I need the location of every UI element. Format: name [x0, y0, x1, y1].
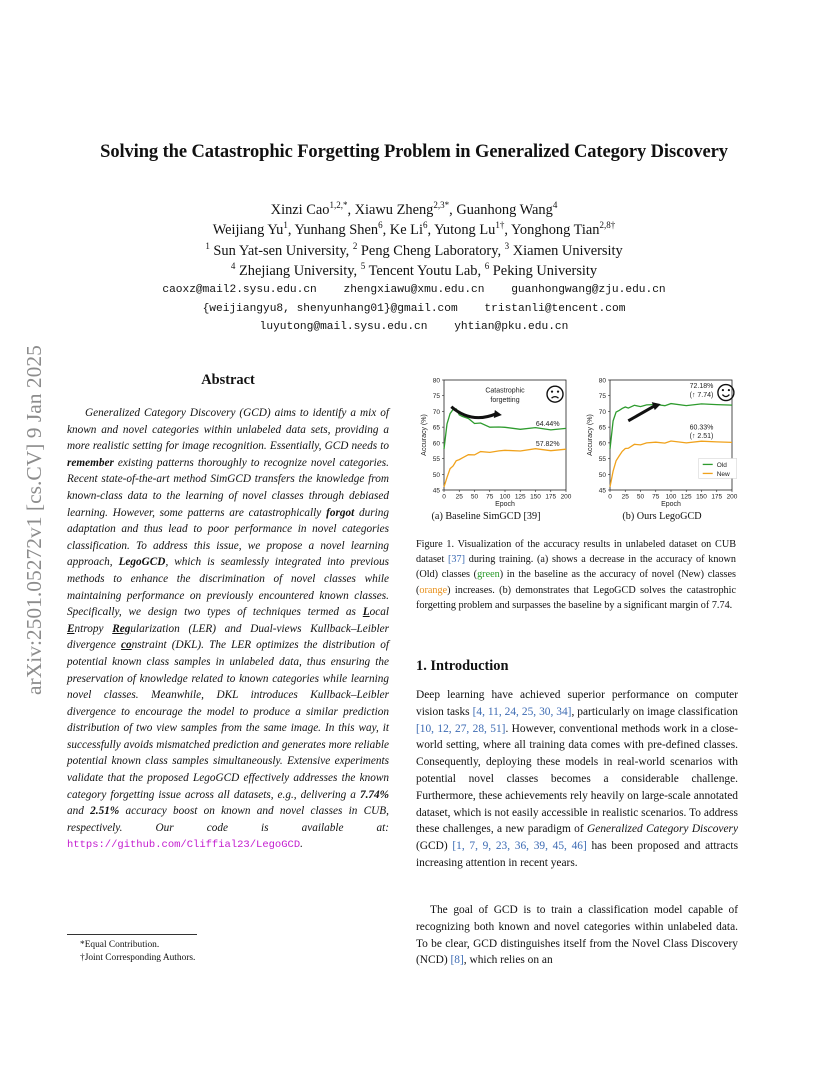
sad-face-eye [551, 391, 553, 393]
x-tick-label: 75 [486, 493, 494, 501]
footnote-rule [67, 934, 197, 935]
author: Yutong Lu [434, 221, 496, 238]
y-tick-label: 80 [432, 377, 440, 385]
author: Xinzi Cao [270, 201, 330, 218]
x-tick-label: 125 [514, 493, 526, 501]
email: caoxz@mail2.sysu.edu.cn [162, 284, 317, 296]
x-tick-label: 175 [545, 493, 557, 501]
x-tick-label: 50 [636, 493, 645, 501]
affiliation: Peng Cheng Laboratory [360, 242, 498, 259]
subcaption-b: (b) Ours LegoGCD [622, 511, 702, 522]
annotation-old-value: 64.44% [535, 420, 560, 428]
x-tick-label: 150 [696, 493, 707, 501]
y-tick-label: 50 [598, 471, 606, 479]
arxiv-stamp-text: arXiv:2501.05272v1 [cs.CV] 9 Jan 2025 [22, 345, 46, 695]
annotation-catastrophic: Catastrophic [485, 387, 525, 395]
figure-caption: Figure 1. Visualization of the accuracy results in unlabeled dataset on CUB dataset [37] during training. (a) shows a decrease in the accuracy of known (Old) classes (green) in the baseline as the accuracy of novel (New) classes (orange) increases. (b) demonstrates that LegoGCD solves the catastrophic forgetting problem and surpasses the baseline by a significant margin of 7.74. [416, 539, 736, 611]
y-tick-label: 45 [598, 487, 606, 495]
author: Guanhong Wang [456, 201, 553, 218]
y-tick-label: 70 [598, 408, 606, 416]
legend-label: New [716, 470, 730, 478]
citation[interactable]: [4, 11, 24, 25, 30, 34] [472, 705, 572, 718]
affiliation: Xiamen University [512, 242, 623, 259]
author: Yonghong Tian [510, 221, 600, 238]
legend-label: Old [716, 461, 727, 469]
y-tick-label: 60 [432, 440, 440, 448]
author-line-2: Weijiang Yu$^1$, Yunhang Shen$^6$, Ke Li$^6$, Yutong $Lu^{1\dagger}$, Yonghong Tian$^{2,8\dagger}$ [212, 220, 616, 238]
x-tick-label: 25 [621, 493, 629, 501]
text-run: , which relies on an [463, 954, 553, 967]
paper-title: Solving the Catastrophic Forgetting Problem in Generalized Category Discovery [100, 142, 728, 162]
annotation-new-value: 60.33% [689, 424, 714, 432]
code-link[interactable]: https://github.com/Cliffial23/LegoGCD [67, 839, 301, 852]
y-tick-label: 80 [598, 377, 606, 385]
intro-paragraph-1 [416, 687, 738, 872]
y-tick-label: 75 [598, 393, 606, 401]
figure-1-svg [414, 370, 736, 510]
text-run: (GCD) [416, 840, 453, 853]
abstract-heading: Abstract [201, 372, 255, 388]
x-tick-label: 25 [455, 493, 463, 501]
x-tick-label: 50 [470, 493, 479, 501]
annotation-old-value: 72.18% [689, 382, 714, 390]
email: zhengxiawu@xmu.edu.cn [343, 284, 485, 296]
citation[interactable]: [1, 7, 9, 23, 36, 39, 45, 46] [452, 840, 587, 853]
y-tick-label: 60 [598, 440, 606, 448]
x-tick-label: 150 [530, 493, 541, 501]
citation[interactable]: [10, 12, 27, 28, 51] [416, 722, 506, 735]
x-axis-label: Epoch [661, 501, 681, 508]
x-tick-label: 100 [499, 493, 511, 501]
affiliation: Sun Yat-sen University [213, 242, 346, 259]
affiliation-line-2: $^4$ Zhejiang University, $^5$ Tencent Youtu Lab, $^6$ Peking University [230, 261, 598, 279]
subcaption-a: (a) Baseline SimGCD [39] [431, 511, 541, 522]
annotation-new-value: 57.82% [535, 441, 560, 448]
email-line-2 [0, 300, 828, 319]
section-heading-introduction: 1. Introduction [416, 658, 509, 674]
email: {weijiangyu8, shenyunhang01}@gmail.com [202, 303, 458, 315]
affiliation: Peking University [492, 262, 598, 279]
text-run: , particularly on image classification [571, 705, 739, 718]
citation[interactable]: [8] [450, 954, 464, 967]
emphasis: Generalized Category Discovery [587, 823, 738, 836]
y-tick-label: 55 [432, 456, 440, 464]
abstract-body: Generalized Category Discovery (GCD) aims to identify a mix of known and novel categories within unlabeled data sets, providing a more realistic setting for image recognition. Essentially, GCD needs to remember existing patterns thoroughly to recognize novel categories. Recent state-of-the-art method SimGCD transfers the knowledge from known-class data to the learning of novel classes through debiased learning. However, some patterns are catastrophically forgot during adaptation and thus lead to poor performance in novel categories classification. To address this issue, we propose a novel learning approach, LegoGCD, which is seamlessly integrated into previous methods to enhance the discrimination of novel classes while maintaining performance on previously encountered known classes. Specifically, we design two types of techniques termed as Local Entropy Regularization (LER) and Dual-views Kullback–Leibler divergence constraint (DKL). The LER optimizes the distribution of potential known class samples in unlabeled data, thus ensuring the preservation of knowledge related to known categories while learning novel classes. Meanwhile, DKL introduces Kullback–Leibler divergence to encourage the model to produce a similar prediction distribution of two view samples from the same image. In this way, it successfully avoids mismatched prediction and generates more reliable potential known class samples simultaneously. Extensive experiments validate that the proposed LegoGCD effectively addresses the known category forgetting issue across all datasets, e.g., delivering a 7.74% and 2.51% accuracy boost on known and novel classes in CUB, respectively. Our code is available at: https://github.com/Cliffial23/LegoGCD. [67, 407, 390, 852]
author-line-1: Xinzi Cao$^{1,2,*}$, Xiawu Zheng$^{2,3*}$, Guanhong Wang$^4$ [270, 200, 558, 218]
annotation-new-gain: (↑ 2.51) [689, 432, 714, 440]
author: Weijiang Yu [212, 221, 284, 238]
x-axis-label: Epoch [495, 501, 515, 508]
figure-1 [414, 370, 736, 530]
affiliation-line-1: $^1$ Sun Yat-sen University, $^2$ Peng Cheng Laboratory, $^3$ Xiamen University [205, 241, 623, 259]
x-tick-label: 100 [665, 493, 677, 501]
x-tick-label: 125 [680, 493, 692, 501]
y-tick-label: 65 [432, 424, 440, 432]
email: tristanli@tencent.com [484, 303, 626, 315]
annotation-old-gain: (↑ 7.74) [689, 391, 714, 399]
x-tick-label: 0 [608, 493, 612, 501]
author: Ke Li [389, 221, 423, 238]
email: luyutong@mail.sysu.edu.cn [259, 321, 428, 333]
footnote-equal-contribution: *Equal Contribution. [80, 940, 160, 950]
text-run: The goal of GCD is to train a classification model capable of recognizing both known and novel categories within unlabeled data. To be clear, GCD distinguishes itself from the Novel Class Discovery (NCD) [416, 904, 738, 967]
y-tick-label: 70 [432, 408, 440, 416]
email: yhtian@pku.edu.cn [454, 321, 569, 333]
x-tick-label: 200 [560, 493, 572, 501]
footnote-corresponding: †Joint Corresponding Authors. [80, 953, 196, 963]
affiliation: Tencent Youtu Lab [368, 262, 478, 279]
x-tick-label: 75 [652, 493, 660, 501]
y-tick-label: 50 [432, 471, 440, 479]
arxiv-stamp [22, 300, 46, 700]
x-tick-label: 175 [711, 493, 723, 501]
x-tick-label: 0 [442, 493, 446, 501]
email: guanhongwang@zju.edu.cn [511, 284, 666, 296]
email-line-1 [0, 281, 828, 300]
annotation-forgetting: forgetting [490, 397, 520, 404]
sad-face-eye [557, 391, 559, 393]
y-axis-label: Accuracy (%) [587, 414, 594, 456]
happy-face-eye [722, 389, 724, 391]
intro-paragraph-2 [416, 902, 738, 969]
author: Yunhang Shen [294, 221, 379, 238]
y-tick-label: 75 [432, 393, 440, 401]
text-run: . However, conventional methods work in a close-world setting, where all training data comes with pre-defined classes. Consequently, deploying these models in real-world scenarios with potential novel classes becomes a considerable challenge. Furthermore, these achievements rely heavily on large-scale annotated dataset, which is not easily accessible in realistic scenarios. To address these challenges, a new paradigm of [416, 722, 739, 836]
happy-face-eye [728, 389, 730, 391]
author: Xiawu Zheng [354, 201, 434, 218]
y-axis-label: Accuracy (%) [421, 414, 428, 456]
x-tick-label: 200 [726, 493, 738, 501]
text-run: Deep learning have achieved superior performance on computer vision tasks [416, 689, 738, 718]
y-tick-label: 65 [598, 424, 606, 432]
affiliation: Zhejiang University [238, 262, 354, 279]
y-tick-label: 45 [432, 487, 440, 495]
y-tick-label: 55 [598, 456, 606, 464]
text-run: has been proposed and attracts increasing attention in recent years. [416, 840, 739, 869]
email-line-3 [0, 318, 828, 337]
